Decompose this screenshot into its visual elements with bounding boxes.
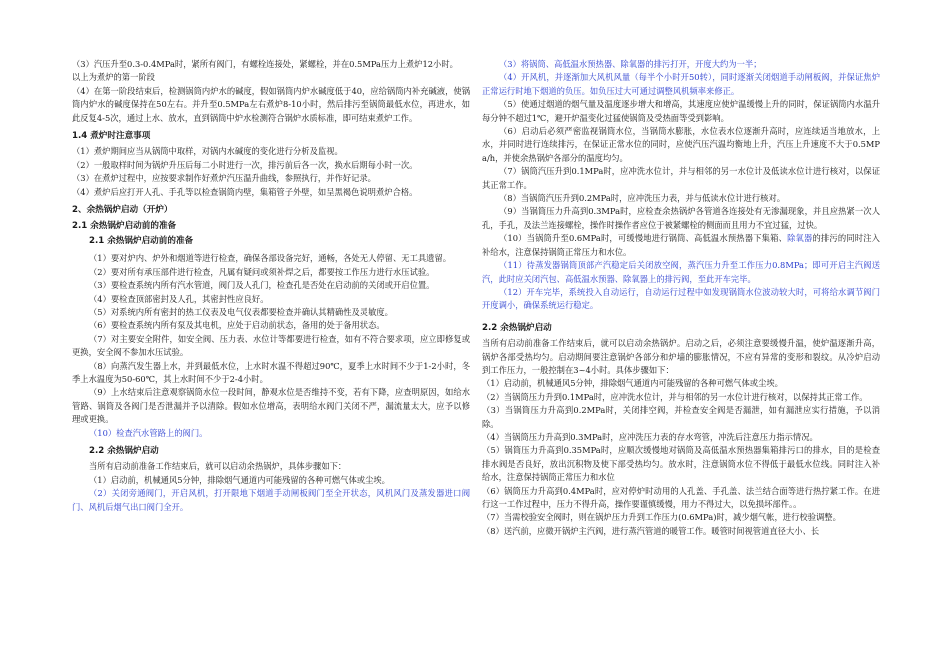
start-step-11-highlighted: （11）待蒸发器锅筒顶部产汽稳定后关闭放空阀，蒸汽压力升至工作压力0.8MPa；即可开启主汽阀送汽，此时应关闭汽包、高低温水预器、除氧器上的排污阀，至此开车完毕。 xyxy=(482,260,880,284)
boil-step-3: （3）汽压升至0.3-0.4MPa时，紧所有阀门，有螺栓连接处，紧螺栓，并在0.5MPa压力上煮炉12小时。 xyxy=(72,59,458,69)
start-step-6: （6）启动后必须严密监视锅筒水位，当锅筒水膨胀，水位表水位逐渐升高时，应连续适当地放水，上水，并同时进行连续排污，在保证正常水位的同时，应使汽压汽温均衡地上升，汽压上升速度不大于0.5MPa/h，并使余热锅炉各部分的温度均匀。 xyxy=(482,126,880,163)
start-step-1: （1）启动前，机械通风5分钟，排除烟气通道内可能残留的各种可燃气体或尘埃。 xyxy=(89,474,390,485)
startup-step: （7）当需校验安全阀时，则在锅炉压力升到工作压力(0.6MPa)时，减少烟气帐，进行校验调整。 xyxy=(482,512,841,523)
startup-intro: 当所有启动前准备工作结束后，就可以启动余热锅炉。启动之后，必须注意要缓慢升温，使炉温逐渐升高，锅炉各部受热均匀。启动期间要注意锅炉各部分和炉墙的膨胀情况，不应有异常的变形和裂纹。从冷炉启动到工作压力，一般控制在3~4小时。具体步骤如下： xyxy=(482,338,880,375)
section-heading-1-4: 1.4 煮炉时注意事项 xyxy=(72,131,151,142)
prep-item-highlighted: （10）检查汽水管路上的阀门。 xyxy=(89,427,208,438)
startup-step: （6）锅筒压力升高到0.4MPa时，应对停炉时动用的人孔盖、手孔盖、法兰结合面等进行热拧紧工作。在进行这一工作过程中，压力不得升高，操作要谨慎缓慢，用力不得过大，以免损坏部件。。 xyxy=(482,485,880,509)
startup-step: （3）当锅筒压力升高到0.2MPa时，关闭排空阀，并检查安全阀是否漏泄，如有漏泄应实行措施，予以消除。 xyxy=(482,405,880,429)
note-item-3: （3）在煮炉过程中，应按要求制作好煮炉汽压温升曲线，参照执行，并作好记录。 xyxy=(72,173,376,184)
section-heading-2-2: 2.2 余热锅炉启动 xyxy=(482,322,552,333)
left-column xyxy=(72,58,470,514)
startup-step: （4）当锅筒压力升高到0.3MPa时，应冲洗压力表的存水弯管，冲洗后注意压力指示情况。 xyxy=(482,431,818,442)
start-step-3-highlighted: （3）将锅筒、高低温水预热器、除氧器的排污打开，开度大约为一半； xyxy=(499,59,762,69)
note-item-1: （1）煮炉期间应当从锅筒中取样，对锅内水碱度的变化进行分析及监视。 xyxy=(72,146,343,157)
right-column xyxy=(482,58,880,538)
startup-step: （5）锅筒压力升高到0.35MPa时，应顺次缓慢地对锅筒及高低温水预热器集箱排污口的排水，目的是检查排水阀是否良好，放出沉积物及使下部受热均匀。放水时，注意锅筒水位不得低于最低水位线。同时注入补给水，注意保持锅筒正常压力和水位 xyxy=(482,445,880,483)
startup-step: （2）当锅筒压力升到0.1MPa时，应冲洗水位计，并与相邻的另一水位计进行核对，以保持其正常工作。 xyxy=(482,391,868,402)
start-step-9: （9）当锅筒压力升高到0.3MPa时，应检查余热锅炉各管道各连接处有无渗漏现象，并且应热紧一次人孔，手孔，及法兰连接螺栓，操作时操作者应位于被紧螺栓的侧面而且用力不宜过猛，过快。 xyxy=(482,206,880,230)
start-step-8: （8）当锅筒汽压升到0.2MPa时，应冲洗压力表，并与低读水位计进行核对。 xyxy=(499,193,786,204)
subsection-heading-2-1: 2.1 余热锅炉启动前的准备 xyxy=(89,235,194,246)
stage-one-note: 以上为煮炉的第一阶段 xyxy=(72,72,155,83)
start-step-10-text-c: 的排污的同时注入补给水，注意保持锅筒正常压力和水位。 xyxy=(482,233,880,257)
prep-item: （8）向蒸汽发生器上水，并到最低水位，上水时水温不得超过90℃，夏季上水时间不少于1-2小时，冬季上水温度为50-60℃，其上水时间不少于2-4小时。 xyxy=(72,360,470,384)
subsection-heading-2-2: 2.2 余热锅炉启动 xyxy=(89,445,159,456)
boil-step-4: （4）在第一阶段结束后，检测锅筒内炉水的碱度，假如锅筒内炉水碱度低于40，应给锅筒内补充碱液，使锅筒内炉水的碱度保持在50左右。并升至0.5MPa左右煮炉8-10小时，然后排污至锅筒最低水位，再进水，如此反复4-5次，通过上水、放水，直到锅筒中炉水检测符合锅炉水质标准，即可结束煮炉工作。 xyxy=(72,85,470,123)
start-step-10-highlight: 除氧器 xyxy=(787,233,813,244)
start-intro: 当所有启动前准备工作结束后，就可以启动余热锅炉，具体步骤如下： xyxy=(89,461,347,472)
note-item-2: （2）一般取样时间为锅炉升压后每二小时进行一次，排污前后各一次，换水后期每小时一次。 xyxy=(72,159,418,170)
prep-item: （4）要检查顶部密封及人孔，其密封性应良好。 xyxy=(89,293,269,304)
prep-item: （3）要检查系统内所有汽水管道，阀门及人孔门，检查孔是否处在启动前的关闭或开启位置。 xyxy=(89,280,435,291)
start-step-4-highlighted: （4）开风机，并逐渐加大风机风量（每半个小时开50转），同时逐渐关闭烟道手动闸板阀，并保证焦炉正常运行时地下烟道的负压。如负压过大可通过调整风机频率来修正。 xyxy=(482,72,880,96)
prep-item: （9）上水结束后注意观察锅筒水位一段时间，静观水位是否维持不变，若有下降，应查明原因，如给水管路、锅筒及各阀门是否泄漏并予以清除。假如水位增高，表明给水阀门关闭不严，漏流量太大，应予以修理或更换。 xyxy=(72,387,470,425)
start-step-12-highlighted: （12）开车完毕，系统投入自动运行，自动运行过程中如发现锅筒水位波动较大时，可将给水调节阀门开度调小，确保系统运行稳定。 xyxy=(482,286,880,311)
startup-step: （1）启动前，机械通风5分钟，排除烟气通道内可能残留的各种可燃气体或尘埃。 xyxy=(482,378,783,389)
start-step-2-highlighted: （2）关闭旁通阀门，开启风机，打开限地下烟道手动闸板阀门至全开状态，风机风门及蒸发器进口阀门、风机后烟气出口阀门全开。 xyxy=(72,488,470,512)
start-step-10-text-a: （10）当锅筒升至0.6MPa时，可缓慢地进行锅筒、高低温水预热器下集箱、 xyxy=(499,233,788,244)
prep-item: （2）要对所有承压部件进行检查，凡属有疑问或须补焊之后，都要按工作压力进行水压试验。 xyxy=(89,266,435,277)
section-heading-2: 2、余热锅炉启动（开炉） xyxy=(72,205,173,216)
start-step-10 xyxy=(482,232,880,259)
section-heading-2-1: 2.1 余热锅炉启动前的准备 xyxy=(72,221,177,232)
startup-step: （8）送汽前，应微开锅炉主汽阀，进行蒸汽管道的暖管工作。暖管时间视管道直径大小、长 xyxy=(482,525,820,536)
prep-item: （7）对主要安全附件，如安全阀、压力表、水位计等都要进行检查，如有不符合要求项，应立即修复或更换，安全阀不参加水压试验。 xyxy=(72,333,470,358)
prep-item: （6）要检查系统内所有泵及其电机，应处于启动前状态，备用的处于备用状态。 xyxy=(89,320,385,331)
start-step-7: （7）锅筒汽压升到0.1MPa时，应冲洗水位计，并与相邻的另一水位计及低读水位计进行核对，以保证其正常工作。 xyxy=(482,166,880,190)
prep-item: （1）要对炉内、炉外和烟道等进行检查，确保各部设备完好，通畅，各处无人停留、无工具遗留。 xyxy=(89,253,452,264)
start-step-5: （5）使通过烟道的烟气量及温度逐步增大和增高，其速度应使炉温缓慢上升的同时，保证锅筒内水温升每分钟不超过1℃，避开炉温变化过猛使锅筒及受热面等受到影响。 xyxy=(482,99,880,123)
note-item-4: （4）煮炉后应打开人孔、手孔等以检查锅筒内壁，集箱管子外壁，如呈黑褐色说明煮炉合格。 xyxy=(72,186,418,197)
prep-item: （5）对系统内所有密封的热工仪表及电气仪表都要检查并确认其精确性及灵敏度。 xyxy=(89,306,393,317)
